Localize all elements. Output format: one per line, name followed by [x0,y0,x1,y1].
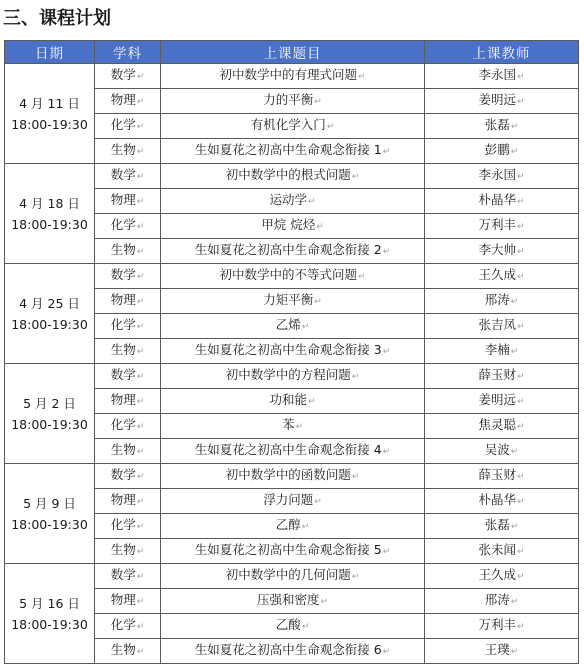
paragraph-mark-icon: ↵ [516,472,525,482]
paragraph-mark-icon: ↵ [136,397,145,407]
paragraph-mark-icon: ↵ [314,497,322,507]
paragraph-mark-icon: ↵ [136,347,145,357]
subject-cell [95,464,161,489]
paragraph-mark-icon: ↵ [307,397,316,407]
paragraph-mark-icon: ↵ [382,447,391,457]
paragraph-mark-icon: ↵ [326,122,335,132]
topic-text: 压强和密度 [256,592,320,607]
teacher-cell [425,239,579,264]
topic-cell [161,339,425,364]
topic-cell [161,639,425,664]
topic-cell [161,489,425,514]
subject-text: 物理 [110,492,136,507]
topic-cell [161,439,425,464]
topic-text: 初中数学中的有理式问题 [219,67,357,82]
paragraph-mark-icon: ↵ [516,322,525,332]
teacher-cell [425,614,579,639]
topic-text: 初中数学中的不等式问题 [219,267,357,282]
teacher-text: 彭鹏 [484,142,510,157]
teacher-cell [425,139,579,164]
subject-cell [95,564,161,589]
subject-cell [95,64,161,89]
header-subject: 学科 [95,41,161,64]
topic-cell [161,589,425,614]
paragraph-mark-icon: ↵ [516,222,525,232]
subject-cell [95,414,161,439]
topic-text: 生如夏花之初高中生命观念衔接 1 [194,142,382,157]
teacher-text: 焦灵聪 [478,417,516,432]
paragraph-mark-icon: ↵ [382,647,391,657]
subject-cell [95,264,161,289]
table-row [5,564,579,589]
topic-cell [161,164,425,189]
paragraph-mark-icon: ↵ [516,397,525,407]
topic-text: 乙醇 [275,517,301,532]
teacher-text: 万利丰 [478,217,516,232]
class-time: 18:00-19:30 [11,616,88,632]
paragraph-mark-icon: ↵ [516,172,525,182]
class-time: 18:00-19:30 [11,516,88,532]
class-date: 4 月 18 日 [19,195,80,211]
teacher-cell [425,489,579,514]
topic-cell [161,364,425,389]
paragraph-mark-icon: ↵ [136,297,145,307]
class-date: 5 月 9 日 [23,495,76,511]
subject-text: 数学 [110,267,136,282]
topic-text: 乙酸 [275,617,301,632]
topic-cell [161,614,425,639]
subject-text: 生物 [110,342,136,357]
paragraph-mark-icon: ↵ [516,72,525,82]
teacher-cell [425,514,579,539]
paragraph-mark-icon: ↵ [351,472,360,482]
teacher-text: 张磊 [484,517,510,532]
paragraph-mark-icon: ↵ [136,522,145,532]
teacher-text: 薛玉财 [478,367,516,382]
topic-text: 浮力问题 [263,492,314,507]
subject-text: 物理 [110,392,136,407]
date-cell [5,64,95,164]
teacher-cell [425,289,579,314]
teacher-text: 张吉凤 [478,317,516,332]
paragraph-mark-icon: ↵ [136,597,145,607]
paragraph-mark-icon: ↵ [516,247,525,257]
paragraph-mark-icon: ↵ [301,622,310,632]
table-row [5,364,579,389]
subject-text: 化学 [110,217,136,232]
teacher-text: 姜明远 [478,392,516,407]
paragraph-mark-icon: ↵ [136,572,145,582]
topic-cell [161,564,425,589]
subject-cell [95,589,161,614]
teacher-text: 李永国 [478,67,516,82]
subject-cell [95,539,161,564]
topic-cell [161,64,425,89]
table-row [5,464,579,489]
teacher-cell [425,564,579,589]
paragraph-mark-icon: ↵ [357,272,366,282]
teacher-cell [425,464,579,489]
subject-text: 物理 [110,292,136,307]
subject-cell [95,239,161,264]
table-row [5,164,579,189]
section-title: 三、课程计划 [3,8,111,29]
paragraph-mark-icon: ↵ [307,197,316,207]
paragraph-mark-icon: ↵ [136,322,145,332]
topic-text: 甲烷 烷烃 [261,217,316,232]
topic-text: 功和能 [269,392,307,407]
teacher-cell [425,439,579,464]
teacher-cell [425,639,579,664]
teacher-text: 吴波 [484,442,510,457]
paragraph-mark-icon: ↵ [136,172,145,182]
table-row [5,264,579,289]
class-time: 18:00-19:30 [11,216,88,232]
paragraph-mark-icon: ↵ [295,422,304,432]
subject-text: 化学 [110,417,136,432]
paragraph-mark-icon: ↵ [510,597,519,607]
table-row [5,64,579,89]
topic-cell [161,414,425,439]
topic-cell [161,264,425,289]
paragraph-mark-icon: ↵ [136,272,145,282]
paragraph-mark-icon: ↵ [314,297,322,307]
subject-text: 生物 [110,242,136,257]
paragraph-mark-icon: ↵ [516,547,525,557]
subject-text: 化学 [110,517,136,532]
subject-text: 数学 [110,367,136,382]
teacher-text: 万利丰 [478,617,516,632]
teacher-text: 王璞 [484,642,510,657]
subject-text: 物理 [110,92,136,107]
paragraph-mark-icon: ↵ [136,247,145,257]
topic-text: 生如夏花之初高中生命观念衔接 6 [194,642,382,657]
subject-text: 化学 [110,317,136,332]
paragraph-mark-icon: ↵ [510,147,519,157]
topic-cell [161,514,425,539]
subject-text: 生物 [110,442,136,457]
teacher-text: 李大帅 [478,242,516,257]
paragraph-mark-icon: ↵ [351,572,360,582]
paragraph-mark-icon: ↵ [382,147,391,157]
teacher-text: 李永国 [478,167,516,182]
subject-text: 物理 [110,592,136,607]
topic-text: 初中数学中的几何问题 [225,567,351,582]
class-time: 18:00-19:30 [11,116,88,132]
paragraph-mark-icon: ↵ [516,197,525,207]
subject-text: 化学 [110,617,136,632]
topic-text: 初中数学中的函数问题 [225,467,351,482]
teacher-text: 邢涛 [484,292,510,307]
paragraph-mark-icon: ↵ [516,272,525,282]
paragraph-mark-icon: ↵ [510,347,519,357]
topic-cell [161,114,425,139]
date-cell [5,164,95,264]
subject-cell [95,164,161,189]
topic-text: 生如夏花之初高中生命观念衔接 2 [194,242,382,257]
paragraph-mark-icon: ↵ [314,97,322,107]
date-cell [5,464,95,564]
course-schedule-table [4,40,579,664]
class-time: 18:00-19:30 [11,316,88,332]
paragraph-mark-icon: ↵ [136,622,145,632]
paragraph-mark-icon: ↵ [136,222,145,232]
paragraph-mark-icon: ↵ [136,197,145,207]
topic-text: 初中数学中的方程问题 [225,367,351,382]
class-date: 5 月 2 日 [23,395,76,411]
topic-cell [161,139,425,164]
teacher-text: 朴晶华 [478,192,516,207]
subject-cell [95,489,161,514]
paragraph-mark-icon: ↵ [136,447,145,457]
paragraph-mark-icon: ↵ [516,97,525,107]
subject-text: 数学 [110,67,136,82]
teacher-cell [425,414,579,439]
topic-text: 力的平衡 [263,92,314,107]
subject-text: 化学 [110,117,136,132]
table-header-row [5,41,579,64]
teacher-text: 王久成 [478,267,516,282]
header-date: 日期 [5,41,95,64]
paragraph-mark-icon: ↵ [510,447,519,457]
class-time: 18:00-19:30 [11,416,88,432]
subject-text: 数学 [110,467,136,482]
teacher-text: 朴晶华 [478,492,516,507]
paragraph-mark-icon: ↵ [510,647,519,657]
paragraph-mark-icon: ↵ [351,372,360,382]
paragraph-mark-icon: ↵ [516,572,525,582]
subject-text: 生物 [110,642,136,657]
paragraph-mark-icon: ↵ [136,497,145,507]
paragraph-mark-icon: ↵ [382,347,391,357]
subject-cell [95,514,161,539]
subject-cell [95,89,161,114]
topic-cell [161,289,425,314]
paragraph-mark-icon: ↵ [516,497,525,507]
date-cell [5,364,95,464]
topic-text: 生如夏花之初高中生命观念衔接 5 [194,542,382,557]
teacher-text: 薛玉财 [478,467,516,482]
topic-text: 苯 [281,417,295,432]
teacher-cell [425,314,579,339]
paragraph-mark-icon: ↵ [136,372,145,382]
paragraph-mark-icon: ↵ [510,297,519,307]
teacher-text: 李楠 [484,342,510,357]
topic-text: 生如夏花之初高中生命观念衔接 4 [194,442,382,457]
paragraph-mark-icon: ↵ [357,72,366,82]
paragraph-mark-icon: ↵ [301,522,310,532]
date-cell [5,564,95,664]
paragraph-mark-icon: ↵ [136,472,145,482]
subject-text: 生物 [110,542,136,557]
subject-cell [95,289,161,314]
subject-cell [95,614,161,639]
date-cell [5,264,95,364]
paragraph-mark-icon: ↵ [136,97,145,107]
teacher-cell [425,214,579,239]
topic-text: 初中数学中的根式问题 [225,167,351,182]
subject-cell [95,214,161,239]
paragraph-mark-icon: ↵ [510,522,519,532]
teacher-cell [425,339,579,364]
teacher-text: 王久成 [478,567,516,582]
header-topic: 上课题目 [161,41,425,64]
subject-cell [95,389,161,414]
teacher-cell [425,589,579,614]
header-teacher: 上课教师 [425,41,579,64]
subject-cell [95,139,161,164]
paragraph-mark-icon: ↵ [301,322,310,332]
paragraph-mark-icon: ↵ [382,547,391,557]
topic-cell [161,539,425,564]
paragraph-mark-icon: ↵ [136,422,145,432]
topic-cell [161,389,425,414]
paragraph-mark-icon: ↵ [510,122,519,132]
subject-text: 生物 [110,142,136,157]
paragraph-mark-icon: ↵ [382,247,391,257]
teacher-text: 邢涛 [484,592,510,607]
paragraph-mark-icon: ↵ [320,597,329,607]
paragraph-mark-icon: ↵ [516,622,525,632]
paragraph-mark-icon: ↵ [136,72,145,82]
subject-cell [95,639,161,664]
topic-text: 力矩平衡 [263,292,314,307]
paragraph-mark-icon: ↵ [136,122,145,132]
subject-cell [95,439,161,464]
teacher-text: 张磊 [484,117,510,132]
topic-text: 有机化学入门 [250,117,326,132]
paragraph-mark-icon: ↵ [136,547,145,557]
paragraph-mark-icon: ↵ [136,647,145,657]
teacher-cell [425,189,579,214]
paragraph-mark-icon: ↵ [136,147,145,157]
teacher-cell [425,389,579,414]
topic-cell [161,239,425,264]
teacher-cell [425,364,579,389]
teacher-cell [425,264,579,289]
topic-text: 生如夏花之初高中生命观念衔接 3 [194,342,382,357]
topic-text: 乙烯 [275,317,301,332]
topic-cell [161,189,425,214]
subject-cell [95,189,161,214]
teacher-cell [425,89,579,114]
subject-cell [95,314,161,339]
paragraph-mark-icon: ↵ [351,172,360,182]
teacher-cell [425,539,579,564]
topic-cell [161,214,425,239]
paragraph-mark-icon: ↵ [516,372,525,382]
teacher-cell [425,114,579,139]
class-date: 5 月 16 日 [19,595,80,611]
subject-cell [95,364,161,389]
topic-cell [161,464,425,489]
subject-cell [95,114,161,139]
topic-cell [161,89,425,114]
subject-text: 物理 [110,192,136,207]
teacher-text: 张未闻 [478,542,516,557]
paragraph-mark-icon: ↵ [316,222,324,232]
subject-cell [95,339,161,364]
class-date: 4 月 25 日 [19,295,80,311]
schedule-body [5,64,579,664]
class-date: 4 月 11 日 [19,95,80,111]
topic-cell [161,314,425,339]
paragraph-mark-icon: ↵ [516,422,525,432]
teacher-cell [425,64,579,89]
teacher-cell [425,164,579,189]
teacher-text: 姜明远 [478,92,516,107]
subject-text: 数学 [110,167,136,182]
topic-text: 运动学 [269,192,307,207]
subject-text: 数学 [110,567,136,582]
